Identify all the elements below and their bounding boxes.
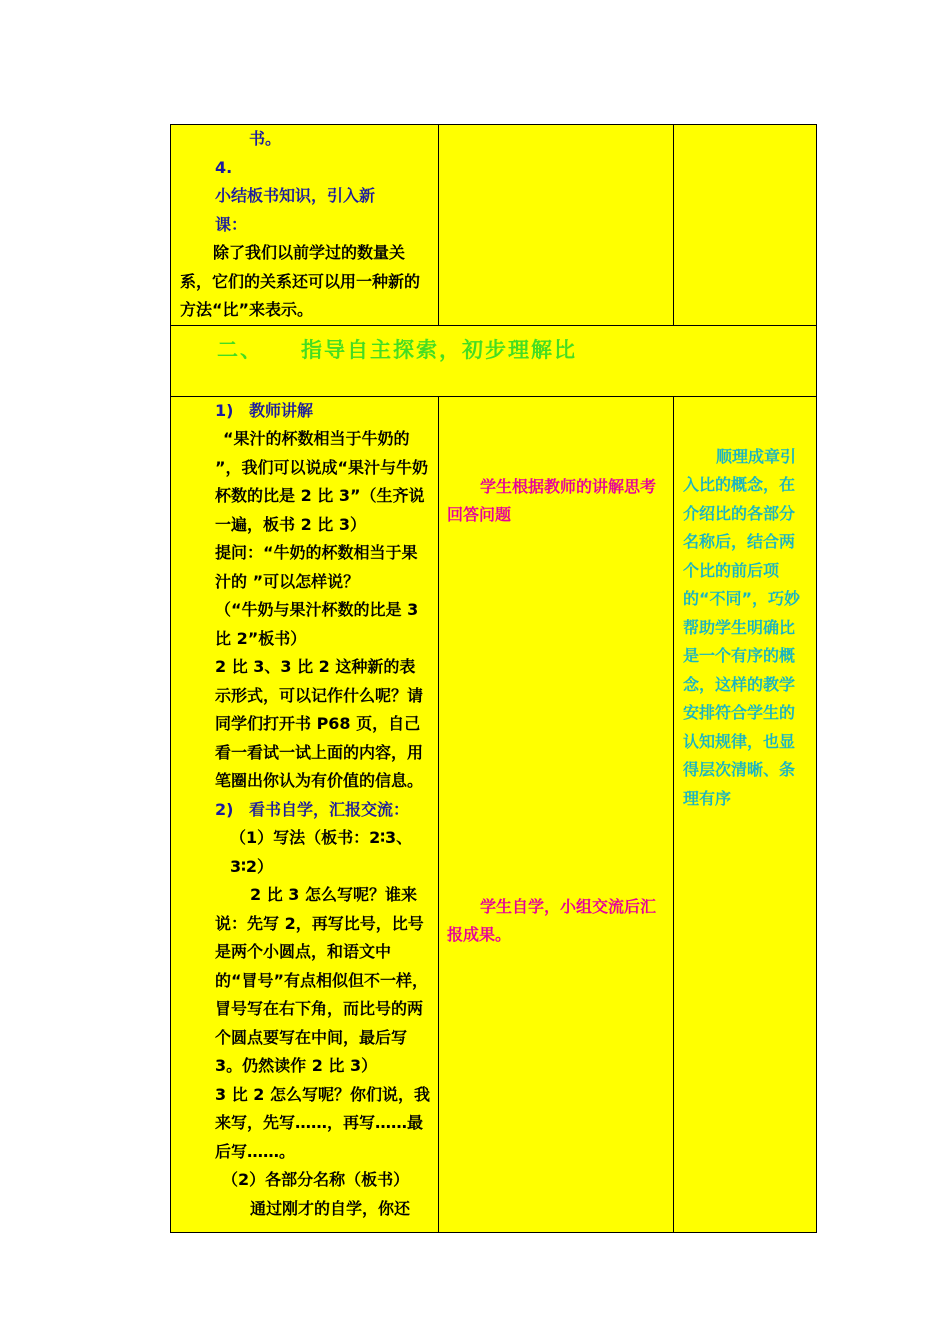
- paragraph: 通过刚才的自学，你还: [250, 1198, 411, 1218]
- sub-heading-text: 教师讲解: [249, 400, 314, 420]
- student-activity-cell: [439, 125, 674, 326]
- section-heading: [171, 326, 816, 365]
- paragraph: 除了我们以前学过的数量关系，它们的关系还可以用一种新的方法“比”来表示。: [180, 243, 421, 319]
- paragraph: 2 比 3 怎么写呢？谁来说：先写 2，再写比号，比号是两个小圆点，和语文中的“冒号”有点相似但不一样，冒号写在右下角，而比号的两个圆点要写在中间，最后写 3。仍然读作 2 比 3）: [215, 885, 429, 1075]
- line-text: 书。: [249, 129, 282, 148]
- table-row: [171, 325, 817, 396]
- sub-heading-number: 2): [215, 799, 234, 819]
- design-intent-cell: [674, 396, 817, 1232]
- teacher-activity-cell: [171, 125, 439, 326]
- paragraph: 2 比 3、3 比 2 这种新的表示形式，可以记作什么呢？请同学们打开书 P68 页，自己看一看试一试上面的内容，用笔圈出你认为有价值的信息。: [215, 657, 424, 790]
- table-row: [171, 125, 817, 326]
- paragraph: （“牛奶与果汁杯数的比是 3 比 2”板书）: [215, 600, 419, 648]
- student-response: 学生自学，小组交流后汇报成果。: [447, 896, 657, 944]
- sub-heading: [180, 796, 430, 825]
- sub-heading-text: 看书自学，汇报交流：: [249, 799, 410, 819]
- section-title: 指导自主探索，初步理解比: [301, 337, 577, 362]
- paragraph: （1）写法（板书：2∶3、3∶2）: [230, 828, 413, 876]
- student-response: 学生根据教师的讲解思考回答问题: [447, 476, 657, 524]
- design-intent-cell: [674, 125, 817, 326]
- table-row: [171, 396, 817, 1232]
- section-number: 二、: [217, 337, 263, 362]
- student-activity-cell: [439, 396, 674, 1232]
- paragraph: （2）各部分名称（板书）: [222, 1170, 410, 1189]
- design-intent-text: 顺理成章引入比的概念，在介绍比的各部分名称后，结合两个比的前后项的“不同”，巧妙帮助学生明确比是一个有序的概念，这样的教学安排符合学生的认知规律，也显得层次清晰、条理有序: [683, 446, 801, 808]
- paragraph: 提问：“牛奶的杯数相当于果汁的 ”可以怎样说？: [215, 543, 418, 591]
- paragraph: “果汁的杯数相当于牛奶的 ”，我们可以说成“果汁与牛奶杯数的比是 2 比 3”（生齐说一遍，板书 2 比 3）: [215, 429, 429, 534]
- sub-heading: [180, 397, 430, 426]
- section-heading-cell: [171, 325, 817, 396]
- sub-heading-number: 1): [215, 400, 234, 420]
- lesson-plan-table: [170, 124, 817, 1233]
- item-text: 小结板书知识，引入新课：: [215, 186, 376, 234]
- numbered-item: [180, 154, 430, 240]
- item-number: 4.: [215, 157, 233, 177]
- teacher-activity-cell: [171, 396, 439, 1232]
- paragraph: 3 比 2 怎么写呢？你们说，我来写，先写……，再写……最后写……。: [215, 1084, 430, 1161]
